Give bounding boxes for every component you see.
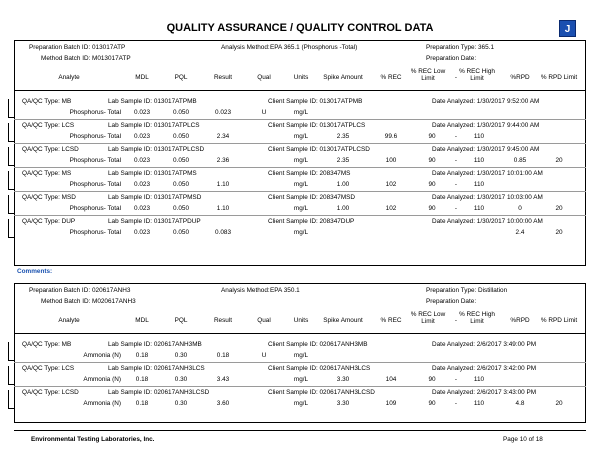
footer-rule (14, 430, 586, 431)
analysis-method-value: EPA 365.1 (Phosphorus -Total) (270, 44, 358, 51)
result-cell-mdl: 0.18 (135, 352, 149, 359)
result-cell-dash: - (454, 133, 458, 140)
comments-label: Comments: (17, 268, 53, 275)
result-cell-low: 90 (428, 157, 436, 164)
result-cell-rec: 102 (385, 181, 397, 188)
result-cell-pql: 0.050 (173, 133, 189, 140)
qc-divider (14, 362, 586, 363)
result-cell-result: 2.36 (216, 157, 230, 164)
result-cell-result: 3.43 (216, 376, 230, 383)
result-cell-dash: - (454, 376, 458, 383)
footer-company: Environmental Testing Laboratories, Inc. (31, 436, 155, 443)
method-batch-label: Method Batch ID: (41, 298, 91, 305)
analysis-method-value: EPA 350.1 (270, 287, 300, 294)
client-sample-id: Client Sample ID: 013017ATPLCSD (268, 146, 370, 153)
result-cell-analyte: Phosphorus- Total (69, 181, 121, 188)
result-cell-qual: U (261, 352, 267, 359)
lab-sample-id: Lab Sample ID: 013017ATPLCS (108, 122, 200, 129)
result-cell-mdl: 0.023 (134, 181, 150, 188)
header-rule (14, 90, 586, 91)
result-cell-result: 1.10 (216, 181, 230, 188)
lab-sample-id: Lab Sample ID: 013017ATPMSD (108, 194, 202, 201)
qc-divider (14, 119, 586, 120)
column-header-rec: % REC (380, 74, 402, 81)
column-header-dash: - (454, 74, 458, 81)
column-header-rpd-limit: % RPD Limit (540, 317, 578, 324)
client-sample-id: Client Sample ID: 020617ANH3LCS (268, 365, 371, 372)
result-cell-units: mg/L (293, 181, 309, 188)
column-header-rec-high: % REC High Limit (459, 68, 495, 82)
result-cell-analyte: Ammonia (N) (83, 376, 121, 383)
result-cell-dash: - (454, 400, 458, 407)
column-header-spike: Spike Amount (323, 74, 363, 81)
result-cell-spike: 3.30 (336, 400, 350, 407)
qc-type: QA/QC Type: DUP (22, 218, 76, 225)
result-cell-analyte: Phosphorus- Total (69, 133, 121, 140)
client-sample-id: Client Sample ID: 020617ANH3MB (268, 341, 368, 348)
prep-batch-value: 013017ATP (92, 44, 126, 51)
result-cell-mdl: 0.023 (134, 157, 150, 164)
result-cell-rec: 99.6 (384, 133, 398, 140)
result-cell-analyte: Ammonia (N) (83, 400, 121, 407)
result-cell-pql: 0.050 (173, 229, 189, 236)
qc-type: QA/QC Type: MB (22, 341, 72, 348)
method-batch-label: Method Batch ID: (41, 55, 91, 62)
column-header-pql: PQL (174, 74, 188, 81)
date-analyzed: Date Analyzed: 2/6/2017 3:42:00 PM (432, 365, 537, 372)
column-header-rec-low: % REC Low Limit (410, 311, 446, 325)
column-header-rpd: %RPD (510, 74, 530, 81)
corner-j-button[interactable]: J (559, 20, 576, 37)
column-header-dash: - (454, 317, 458, 324)
column-header-pql: PQL (174, 317, 188, 324)
result-cell-dash: - (454, 157, 458, 164)
prep-type-value: 365.1 (478, 44, 494, 51)
result-cell-pql: 0.050 (173, 109, 189, 116)
prep-type-label: Preparation Type: (426, 287, 477, 294)
result-cell-units: mg/L (293, 352, 309, 359)
result-cell-rpd: 0 (518, 205, 522, 212)
result-cell-result: 0.18 (216, 352, 230, 359)
lab-sample-id: Lab Sample ID: 013017ATPMS (108, 170, 197, 177)
result-cell-high: 110 (473, 133, 485, 140)
qc-divider (14, 167, 586, 168)
result-cell-pql: 0.30 (174, 400, 188, 407)
column-header-spike: Spike Amount (323, 317, 363, 324)
prep-batch-label: Preparation Batch ID: (29, 44, 91, 51)
result-cell-high: 110 (473, 157, 485, 164)
header-rule (14, 333, 586, 334)
qc-type: QA/QC Type: LCSD (22, 146, 79, 153)
result-cell-rpdlim: 20 (555, 157, 563, 164)
prep-batch-value: 020617ANH3 (92, 287, 131, 294)
result-cell-low: 90 (428, 205, 436, 212)
analysis-method-label: Analysis Method: (221, 44, 270, 51)
result-cell-low: 90 (428, 181, 436, 188)
result-cell-result: 1.10 (216, 205, 230, 212)
lab-sample-id: Lab Sample ID: 020617ANH3LCSD (108, 389, 210, 396)
result-cell-pql: 0.30 (174, 376, 188, 383)
qc-divider (14, 386, 586, 387)
result-cell-rpdlim: 20 (555, 229, 563, 236)
result-cell-mdl: 0.18 (135, 376, 149, 383)
date-analyzed: Date Analyzed: 1/30/2017 9:44:00 AM (432, 122, 540, 129)
date-analyzed: Date Analyzed: 2/6/2017 3:49:00 PM (432, 341, 537, 348)
qc-type: QA/QC Type: LCSD (22, 389, 79, 396)
result-cell-units: mg/L (293, 400, 309, 407)
column-header-rpd-limit: % RPD Limit (540, 74, 578, 81)
result-cell-spike: 1.00 (336, 205, 350, 212)
result-cell-rec: 104 (385, 376, 397, 383)
result-cell-spike: 3.30 (336, 376, 350, 383)
result-cell-high: 110 (473, 400, 485, 407)
result-cell-rec: 100 (385, 157, 397, 164)
result-cell-units: mg/L (293, 229, 309, 236)
lab-sample-id: Lab Sample ID: 020617ANH3MB (108, 341, 202, 348)
result-cell-result: 0.083 (215, 229, 231, 236)
column-header-qual: Qual (257, 74, 271, 81)
qc-type: QA/QC Type: LCS (22, 365, 75, 372)
result-cell-result: 3.60 (216, 400, 230, 407)
column-header-analyte: Analyte (58, 74, 80, 81)
qc-type: QA/QC Type: MB (22, 98, 72, 105)
result-cell-units: mg/L (293, 376, 309, 383)
result-cell-rpd: 2.4 (515, 229, 525, 236)
result-cell-pql: 0.30 (174, 352, 188, 359)
result-cell-analyte: Phosphorus- Total (69, 157, 121, 164)
result-cell-mdl: 0.18 (135, 400, 149, 407)
result-cell-dash: - (454, 205, 458, 212)
result-cell-low: 90 (428, 400, 436, 407)
column-header-rpd: %RPD (510, 317, 530, 324)
result-cell-pql: 0.050 (173, 181, 189, 188)
result-cell-spike: 2.35 (336, 133, 350, 140)
client-sample-id: Client Sample ID: 020617ANH3LCSD (268, 389, 375, 396)
column-header-rec-low: % REC Low Limit (410, 68, 446, 82)
column-header-rec: % REC (380, 317, 402, 324)
result-cell-rpdlim: 20 (555, 205, 563, 212)
lab-sample-id: Lab Sample ID: 013017ATPDUP (108, 218, 201, 225)
lab-sample-id: Lab Sample ID: 013017ATPMB (108, 98, 197, 105)
result-cell-units: mg/L (293, 109, 309, 116)
result-cell-units: mg/L (293, 133, 309, 140)
column-header-mdl: MDL (135, 317, 149, 324)
result-cell-rec: 109 (385, 400, 397, 407)
result-cell-result: 0.023 (215, 109, 231, 116)
qc-type: QA/QC Type: MS (22, 170, 72, 177)
client-sample-id: Client Sample ID: 208347DUP (268, 218, 355, 225)
qc-divider (14, 215, 586, 216)
date-analyzed: Date Analyzed: 1/30/2017 9:52:00 AM (432, 98, 540, 105)
result-cell-analyte: Phosphorus- Total (69, 229, 121, 236)
qc-divider (14, 191, 586, 192)
column-header-mdl: MDL (135, 74, 149, 81)
client-sample-id: Client Sample ID: 013017ATPMB (268, 98, 363, 105)
result-cell-mdl: 0.023 (134, 229, 150, 236)
qc-divider (14, 143, 586, 144)
column-header-units: Units (293, 317, 309, 324)
result-cell-mdl: 0.023 (134, 109, 150, 116)
method-batch-value: M013017ATP (92, 55, 131, 62)
result-cell-mdl: 0.023 (134, 133, 150, 140)
result-cell-rpd: 0.85 (513, 157, 527, 164)
result-cell-high: 110 (473, 205, 485, 212)
client-sample-id: Client Sample ID: 013017ATPLCS (268, 122, 366, 129)
result-cell-rpd: 4.8 (515, 400, 525, 407)
result-cell-spike: 2.35 (336, 157, 350, 164)
date-analyzed: Date Analyzed: 1/30/2017 10:03:00 AM (432, 194, 543, 201)
footer-page-number: Page 10 of 18 (503, 436, 543, 443)
page-title: QUALITY ASSURANCE / QUALITY CONTROL DATA (166, 22, 434, 34)
result-cell-units: mg/L (293, 205, 309, 212)
result-cell-pql: 0.050 (173, 157, 189, 164)
result-cell-rec: 102 (385, 205, 397, 212)
qc-type: QA/QC Type: MSD (22, 194, 76, 201)
date-analyzed: Date Analyzed: 1/30/2017 10:01:00 AM (432, 170, 543, 177)
method-batch-value: M020617ANH3 (92, 298, 136, 305)
prep-type-value: Distillation (478, 287, 508, 294)
result-cell-rpdlim: 20 (555, 400, 563, 407)
result-cell-pql: 0.050 (173, 205, 189, 212)
result-cell-analyte: Phosphorus- Total (69, 109, 121, 116)
date-analyzed: Date Analyzed: 2/6/2017 3:43:00 PM (432, 389, 537, 396)
result-cell-dash: - (454, 181, 458, 188)
prep-batch-label: Preparation Batch ID: (29, 287, 91, 294)
prep-date-label: Preparation Date: (426, 55, 477, 62)
result-cell-high: 110 (473, 376, 485, 383)
prep-date-label: Preparation Date: (426, 298, 477, 305)
lab-sample-id: Lab Sample ID: 020617ANH3LCS (108, 365, 205, 372)
analysis-method-label: Analysis Method: (221, 287, 270, 294)
result-cell-result: 2.34 (216, 133, 230, 140)
date-analyzed: Date Analyzed: 1/30/2017 9:45:00 AM (432, 146, 540, 153)
qc-type: QA/QC Type: LCS (22, 122, 75, 129)
result-cell-low: 90 (428, 376, 436, 383)
column-header-units: Units (293, 74, 309, 81)
column-header-result: Result (213, 317, 233, 324)
result-cell-spike: 1.00 (336, 181, 350, 188)
result-cell-units: mg/L (293, 157, 309, 164)
column-header-qual: Qual (257, 317, 271, 324)
result-cell-analyte: Ammonia (N) (83, 352, 121, 359)
column-header-result: Result (213, 74, 233, 81)
result-cell-analyte: Phosphorus- Total (69, 205, 121, 212)
result-cell-mdl: 0.023 (134, 205, 150, 212)
result-cell-high: 110 (473, 181, 485, 188)
result-cell-qual: U (261, 109, 267, 116)
lab-sample-id: Lab Sample ID: 013017ATPLCSD (108, 146, 205, 153)
prep-type-label: Preparation Type: (426, 44, 477, 51)
column-header-rec-high: % REC High Limit (459, 311, 495, 325)
client-sample-id: Client Sample ID: 208347MS (268, 170, 351, 177)
column-header-analyte: Analyte (58, 317, 80, 324)
result-cell-low: 90 (428, 133, 436, 140)
date-analyzed: Date Analyzed: 1/30/2017 10:00:00 AM (432, 218, 543, 225)
client-sample-id: Client Sample ID: 208347MSD (268, 194, 356, 201)
